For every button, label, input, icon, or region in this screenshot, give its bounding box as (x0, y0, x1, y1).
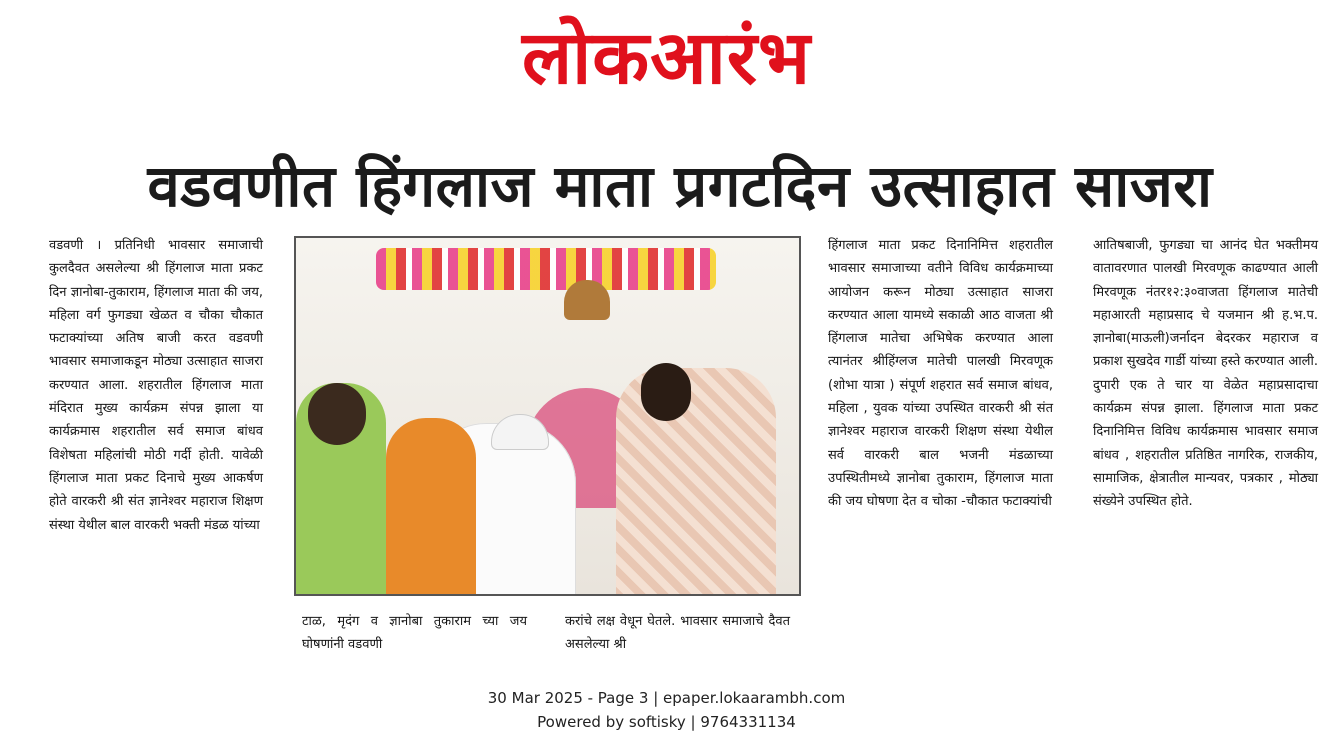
footer-date-link: 30 Mar 2025 - Page 3 | epaper.lokaarambh.com (487, 689, 846, 707)
article-text: वडवणी । प्रतिनिधी भावसार समाजाची कुलदैवत असलेल्या श्री हिंगलाज माता प्रकट दिन ज्ञानोबा-तुकाराम, हिंगलाज माता की जय, महिला वर्ग फुगड्या खेळत व चौका चौकात फटाक्यांच्या अतिष बाजी करत वडवणी भावसार समाजाकडून मोठ्या उत्साहात साजरा करण्यात आला. शहरातील हिंगलाज माता मंदिरात मुख्य कार्यक्रम संपन्न झाला या कार्यक्रमास शहरातील सर्व समाज बांधव विशेषता महिलांची मोठी गर्दी होती. यावेळी हिंगलाज माता प्रकट दिनाचे मुख्य आकर्षण होते वारकरी श्री संत ज्ञानेश्वर महाराज शिक्षण संस्था येथील बाल वारकरी भक्ती मंडळ यांच्या (49, 238, 263, 533)
article-column-2a (302, 610, 527, 657)
person-orange-saree (386, 418, 476, 596)
article-column-1 (49, 234, 263, 537)
article-text: हिंगलाज माता प्रकट दिनानिमित्त शहरातील भावसार समाजाच्या वतीने विविध कार्यक्रमाच्या आयोजन करून मोठ्या उत्साहात साजरा करण्यात आला यामध्ये सकाळी आठ वाजता श्री हिंगलाज मातेचा अभिषेक करण्यात आला त्यानंतर श्रीहिंग्लज मातेची पालखी मिरवणूक (शोभा यात्रा ) संपूर्ण शहरात सर्व समाज बांधव, महिला , युवक यांच्या उपस्थित वारकरी श्री संत ज्ञानेश्वर महाराज वारकरी शिक्षण संस्था येथील सर्व वारकरी बाल भजनी मंडळाच्या उपस्थितीमध्ये ज्ञानोबा तुकाराम, हिंगलाज माता की जय घोषणा देत व चोका -चौकात फटाक्यांची (828, 238, 1053, 510)
flower-garland (376, 248, 716, 290)
article-headline: वडवणीत हिंगलाज माता प्रगटदिन उत्साहात साजरा (147, 152, 1213, 220)
person-head (641, 363, 691, 421)
article-text: टाळ, मृदंग व ज्ञानोबा तुकाराम च्या जय घोषणांनी वडवणी (302, 614, 527, 653)
article-column-2b (565, 610, 790, 657)
person-plaid-shirt (616, 368, 776, 596)
temple-bell (564, 280, 610, 320)
article-text: करांचे लक्ष वेधून घेतले. भावसार समाजाचे दैवत असलेल्या श्री (565, 614, 790, 653)
article-text: आतिषबाजी, फुगड्या चा आनंद घेत भक्तीमय वातावरणात पालखी मिरवणूक काढण्यात आली मिरवणूक नंतर१२:३०वाजता हिंगलाज मातेची महाआरती महाप्रसाद चे यजमान श्री ह.भ.प. ज्ञानोबा(माऊली)जर्नादन बेदरकर महाराज व प्रकाश सुखदेव गार्डी यांच्या हस्ते करण्यात आली. दुपारी एक ते चार या वेळेत महाप्रसादाचा कार्यक्रम संपन्न झाला. हिंगलाज माता प्रकट दिनानिमित्त विविध कार्यक्रमास भावसार समाज बांधव , शहरातील प्रतिष्ठित नागरिक, राजकीय, सामाजिक, क्षेत्रातील मान्यवर, पत्रकार , मोठ्या संख्येने उपस्थित होते. (1093, 238, 1318, 510)
article-column-4 (1093, 234, 1318, 514)
article-column-3 (828, 234, 1053, 514)
footer-powered-by: Powered by softisky | 9764331134 (537, 713, 796, 731)
person-head (308, 383, 366, 445)
article-photo (294, 236, 801, 596)
newspaper-masthead: लोकआरंभ (521, 15, 812, 101)
